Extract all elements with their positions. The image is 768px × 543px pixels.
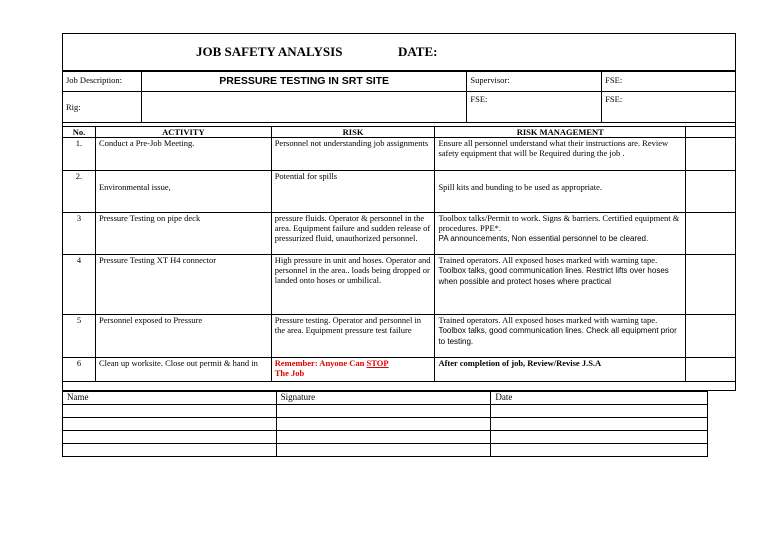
row-management: Spill kits and bunding to be used as appropriate. [435,171,686,213]
title-row [62,33,736,71]
row-no: 3 [63,213,96,255]
date-field[interactable] [491,444,708,457]
row-management-text: Trained operators. All exposed hoses marked with warning tape. [438,255,658,265]
name-field[interactable] [63,418,277,431]
row-activity: Pressure Testing on pipe deck [95,213,271,255]
job-description-label: Job Description: [63,72,142,92]
row-risk: Pressure testing. Operator and personnel in the area. Equipment pressure test failure [271,315,435,358]
row-no: 5 [63,315,96,358]
date-label: DATE: [398,44,438,59]
header-activity: ACTIVITY [95,127,271,138]
table-row [63,171,736,213]
table-row [63,255,736,315]
row-management [435,213,686,255]
row-management-text-2: Toolbox talks, good communication lines. Restrict lifts over hoses when possible and protect hoses where practical [438,266,669,286]
row-risk [271,358,435,382]
row-activity: Clean up worksite. Close out permit & hand in [95,358,271,382]
stop-text: STOP [366,358,389,368]
row-extra [686,358,736,382]
rig-value-field[interactable] [141,92,466,123]
signature-field[interactable] [276,431,491,444]
fse-label-1[interactable]: FSE: [602,72,736,92]
form-title: JOB SAFETY ANALYSIS [196,44,343,59]
signature-field[interactable] [276,405,491,418]
fse-label-2[interactable]: FSE: [467,92,602,123]
signature-row [63,431,708,444]
row-management-text-2: PA announcements, Non essential personnel to be cleared. [438,234,649,243]
row-no: 4 [63,255,96,315]
row-no: 6 [63,358,96,382]
supervisor-label[interactable]: Supervisor: [467,72,602,92]
row-extra [686,213,736,255]
fse-label-3[interactable]: FSE: [602,92,736,123]
table-row [63,213,736,255]
signature-row [63,444,708,457]
row-extra [686,171,736,213]
header-extra [686,127,736,138]
row-management: After completion of job, Review/Revise J.S.A [435,358,686,382]
row-no: 2. [63,171,96,213]
name-field[interactable] [63,405,277,418]
signature-field[interactable] [276,444,491,457]
the-job-text: The Job [274,368,305,378]
row-activity: Personnel exposed to Pressure [95,315,271,358]
row-management: Ensure all personnel understand what their instructions are. Review safety equipment that will be Required during the job . [435,138,686,171]
row-management [435,315,686,358]
row-no: 1. [63,138,96,171]
remember-text: Remember: Anyone Can [274,358,365,368]
name-field[interactable] [63,431,277,444]
row-risk: pressure fluids. Operator & personnel in the area. Equipment failure and sudden release of pressurized fluid, unauthorized personnel. [271,213,435,255]
rig-label: Rig: [63,92,142,123]
table-row [63,358,736,382]
job-description-value[interactable]: PRESSURE TESTING IN SRT SITE [141,72,466,92]
date-field[interactable] [491,405,708,418]
signature-field[interactable] [276,418,491,431]
name-field[interactable] [63,444,277,457]
header-risk-management: RISK MANAGEMENT [435,127,686,138]
job-info-table [62,71,736,123]
row-risk: Personnel not understanding job assignments [271,138,435,171]
row-management-text: Trained operators. All exposed hoses marked with warning tape. [438,315,658,325]
risk-table [62,126,736,382]
date-field[interactable] [491,431,708,444]
row-management [435,255,686,315]
row-management-text-2: Toolbox talks, good communication lines. Check all equipment prior to testing. [438,326,677,346]
row-management-text: Toolbox talks/Permit to work. Signs & barriers. Certified equipment & procedures. PPE*. [438,213,680,233]
row-activity: Pressure Testing XT H4 connector [95,255,271,315]
signature-table [62,391,708,457]
table-row [63,138,736,171]
signature-row [63,405,708,418]
row-activity: Environmental issue, [95,171,271,213]
header-no: No. [63,127,96,138]
row-risk: High pressure in unit and hoses. Operator and personnel in the area.. loads being dropped or landed onto hoses or umbilical. [271,255,435,315]
table-row [63,315,736,358]
row-extra [686,315,736,358]
name-header: Name [63,392,277,405]
date-field[interactable] [491,418,708,431]
row-extra [686,255,736,315]
header-risk: RISK [271,127,435,138]
date-header: Date [491,392,708,405]
row-risk: Potential for spills [271,171,435,213]
signature-header: Signature [276,392,491,405]
signature-row [63,418,708,431]
row-activity: Conduct a Pre-Job Meeting. [95,138,271,171]
row-extra [686,138,736,171]
